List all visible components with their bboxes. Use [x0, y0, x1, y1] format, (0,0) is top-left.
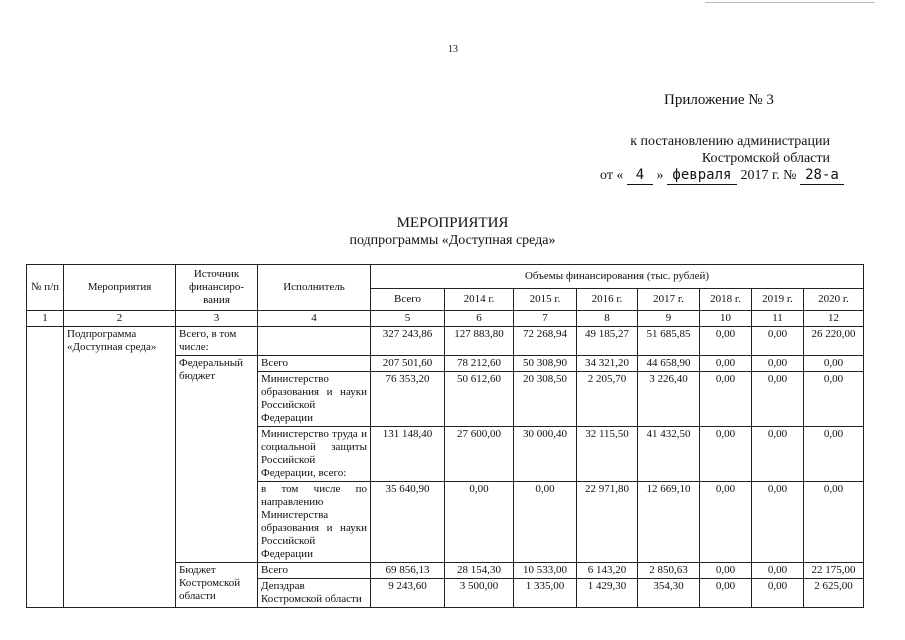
value-cell: 51 685,85 [638, 327, 700, 356]
header-year: 2015 г. [514, 289, 577, 311]
value-cell: 76 353,20 [371, 372, 445, 427]
date-day: 4 [627, 167, 653, 185]
value-cell: 127 883,80 [445, 327, 514, 356]
value-cell: 2 850,63 [638, 563, 700, 579]
header-executor: Исполнитель [258, 265, 371, 311]
header-number: № п/п [27, 265, 64, 311]
value-cell: 0,00 [700, 579, 752, 608]
value-cell: 44 658,90 [638, 356, 700, 372]
header-year: 2016 г. [577, 289, 638, 311]
value-cell: 207 501,60 [371, 356, 445, 372]
column-number: 6 [445, 311, 514, 327]
value-cell: 6 143,20 [577, 563, 638, 579]
value-cell: 0,00 [804, 482, 864, 563]
value-cell: 50 308,90 [514, 356, 577, 372]
value-cell: 0,00 [700, 327, 752, 356]
resolution-reference [600, 133, 839, 185]
value-cell: 1 429,30 [577, 579, 638, 608]
value-cell: 0,00 [752, 372, 804, 427]
value-cell: 0,00 [700, 372, 752, 427]
header-source: Источник финансиро- вания [176, 265, 258, 311]
scan-artifact-line [705, 2, 875, 3]
value-cell: 35 640,90 [371, 482, 445, 563]
value-cell: 1 335,00 [514, 579, 577, 608]
value-cell: 28 154,30 [445, 563, 514, 579]
resolution-line-1: к постановлению администрации [630, 134, 830, 149]
table-row [27, 327, 864, 356]
value-cell: 0,00 [752, 482, 804, 563]
document-title: МЕРОПРИЯТИЯ [396, 215, 509, 231]
value-cell: 0,00 [700, 563, 752, 579]
column-number: 5 [371, 311, 445, 327]
value-cell: 10 533,00 [514, 563, 577, 579]
column-number: 7 [514, 311, 577, 327]
value-cell: 2 625,00 [804, 579, 864, 608]
column-number: 4 [258, 311, 371, 327]
row-number-cell [27, 327, 64, 608]
value-cell: 0,00 [752, 563, 804, 579]
column-numbers-row [27, 311, 864, 327]
header-year: 2020 г. [804, 289, 864, 311]
value-cell: 0,00 [700, 356, 752, 372]
column-number: 12 [804, 311, 864, 327]
value-cell: 49 185,27 [577, 327, 638, 356]
executor-cell: в том числе по направлению Министерства образования и науки Российской Федерации [258, 482, 371, 563]
header-year: 2019 г. [752, 289, 804, 311]
document-subtitle: подпрограммы «Доступная среда» [349, 233, 556, 248]
date-year: 2017 г. № [740, 168, 797, 183]
header-event: Мероприятия [64, 265, 176, 311]
value-cell: 131 148,40 [371, 427, 445, 482]
executor-cell: Депздрав Костромской области [258, 579, 371, 608]
value-cell: 0,00 [752, 356, 804, 372]
column-number: 10 [700, 311, 752, 327]
date-prefix: от « [600, 168, 624, 183]
value-cell: 0,00 [700, 427, 752, 482]
value-cell: 0,00 [804, 427, 864, 482]
value-cell: 0,00 [804, 356, 864, 372]
value-cell: 12 669,10 [638, 482, 700, 563]
header-year: 2017 г. [638, 289, 700, 311]
value-cell: 0,00 [804, 372, 864, 427]
value-cell: 22 971,80 [577, 482, 638, 563]
header-total: Всего [371, 289, 445, 311]
header-volume: Объемы финансирования (тыс. рублей) [371, 265, 864, 289]
resolution-line-2: Костромской области [701, 151, 830, 166]
value-cell: 34 321,20 [577, 356, 638, 372]
value-cell: 30 000,40 [514, 427, 577, 482]
value-cell: 0,00 [752, 327, 804, 356]
value-cell: 2 205,70 [577, 372, 638, 427]
value-cell: 27 600,00 [445, 427, 514, 482]
value-cell: 354,30 [638, 579, 700, 608]
value-cell: 0,00 [700, 482, 752, 563]
value-cell: 50 612,60 [445, 372, 514, 427]
executor-cell [258, 327, 371, 356]
column-number: 11 [752, 311, 804, 327]
value-cell: 69 856,13 [371, 563, 445, 579]
value-cell: 0,00 [752, 579, 804, 608]
source-regional: Бюджет Костромской области [176, 563, 258, 608]
value-cell: 9 243,60 [371, 579, 445, 608]
executor-cell: Всего [258, 356, 371, 372]
value-cell: 327 243,86 [371, 327, 445, 356]
appendix-heading: Приложение № 3 [664, 92, 774, 108]
value-cell: 3 226,40 [638, 372, 700, 427]
value-cell: 22 175,00 [804, 563, 864, 579]
date-month: февраля [667, 167, 737, 185]
executor-cell: Всего [258, 563, 371, 579]
value-cell: 78 212,60 [445, 356, 514, 372]
executor-cell: Министерство труда и социальной защиты Российской Федерации, всего: [258, 427, 371, 482]
column-number: 2 [64, 311, 176, 327]
event-name: Подпрограмма «Доступная среда» [64, 327, 176, 608]
column-number: 8 [577, 311, 638, 327]
source-federal: Федеральный бюджет [176, 356, 258, 563]
value-cell: 41 432,50 [638, 427, 700, 482]
page-number: 13 [448, 44, 458, 55]
header-year: 2018 г. [700, 289, 752, 311]
date-sep: » [656, 168, 664, 183]
funding-table [26, 264, 864, 608]
value-cell: 3 500,00 [445, 579, 514, 608]
column-number: 3 [176, 311, 258, 327]
value-cell: 20 308,50 [514, 372, 577, 427]
header-year: 2014 г. [445, 289, 514, 311]
value-cell: 0,00 [445, 482, 514, 563]
value-cell: 0,00 [514, 482, 577, 563]
value-cell: 72 268,94 [514, 327, 577, 356]
resolution-date-line [600, 167, 839, 185]
executor-cell: Министерство образования и науки Российской Федерации [258, 372, 371, 427]
value-cell: 32 115,50 [577, 427, 638, 482]
value-cell: 0,00 [752, 427, 804, 482]
column-number: 9 [638, 311, 700, 327]
value-cell: 26 220,00 [804, 327, 864, 356]
source-total: Всего, в том числе: [176, 327, 258, 356]
resolution-number: 28-а [800, 167, 844, 185]
column-number: 1 [27, 311, 64, 327]
